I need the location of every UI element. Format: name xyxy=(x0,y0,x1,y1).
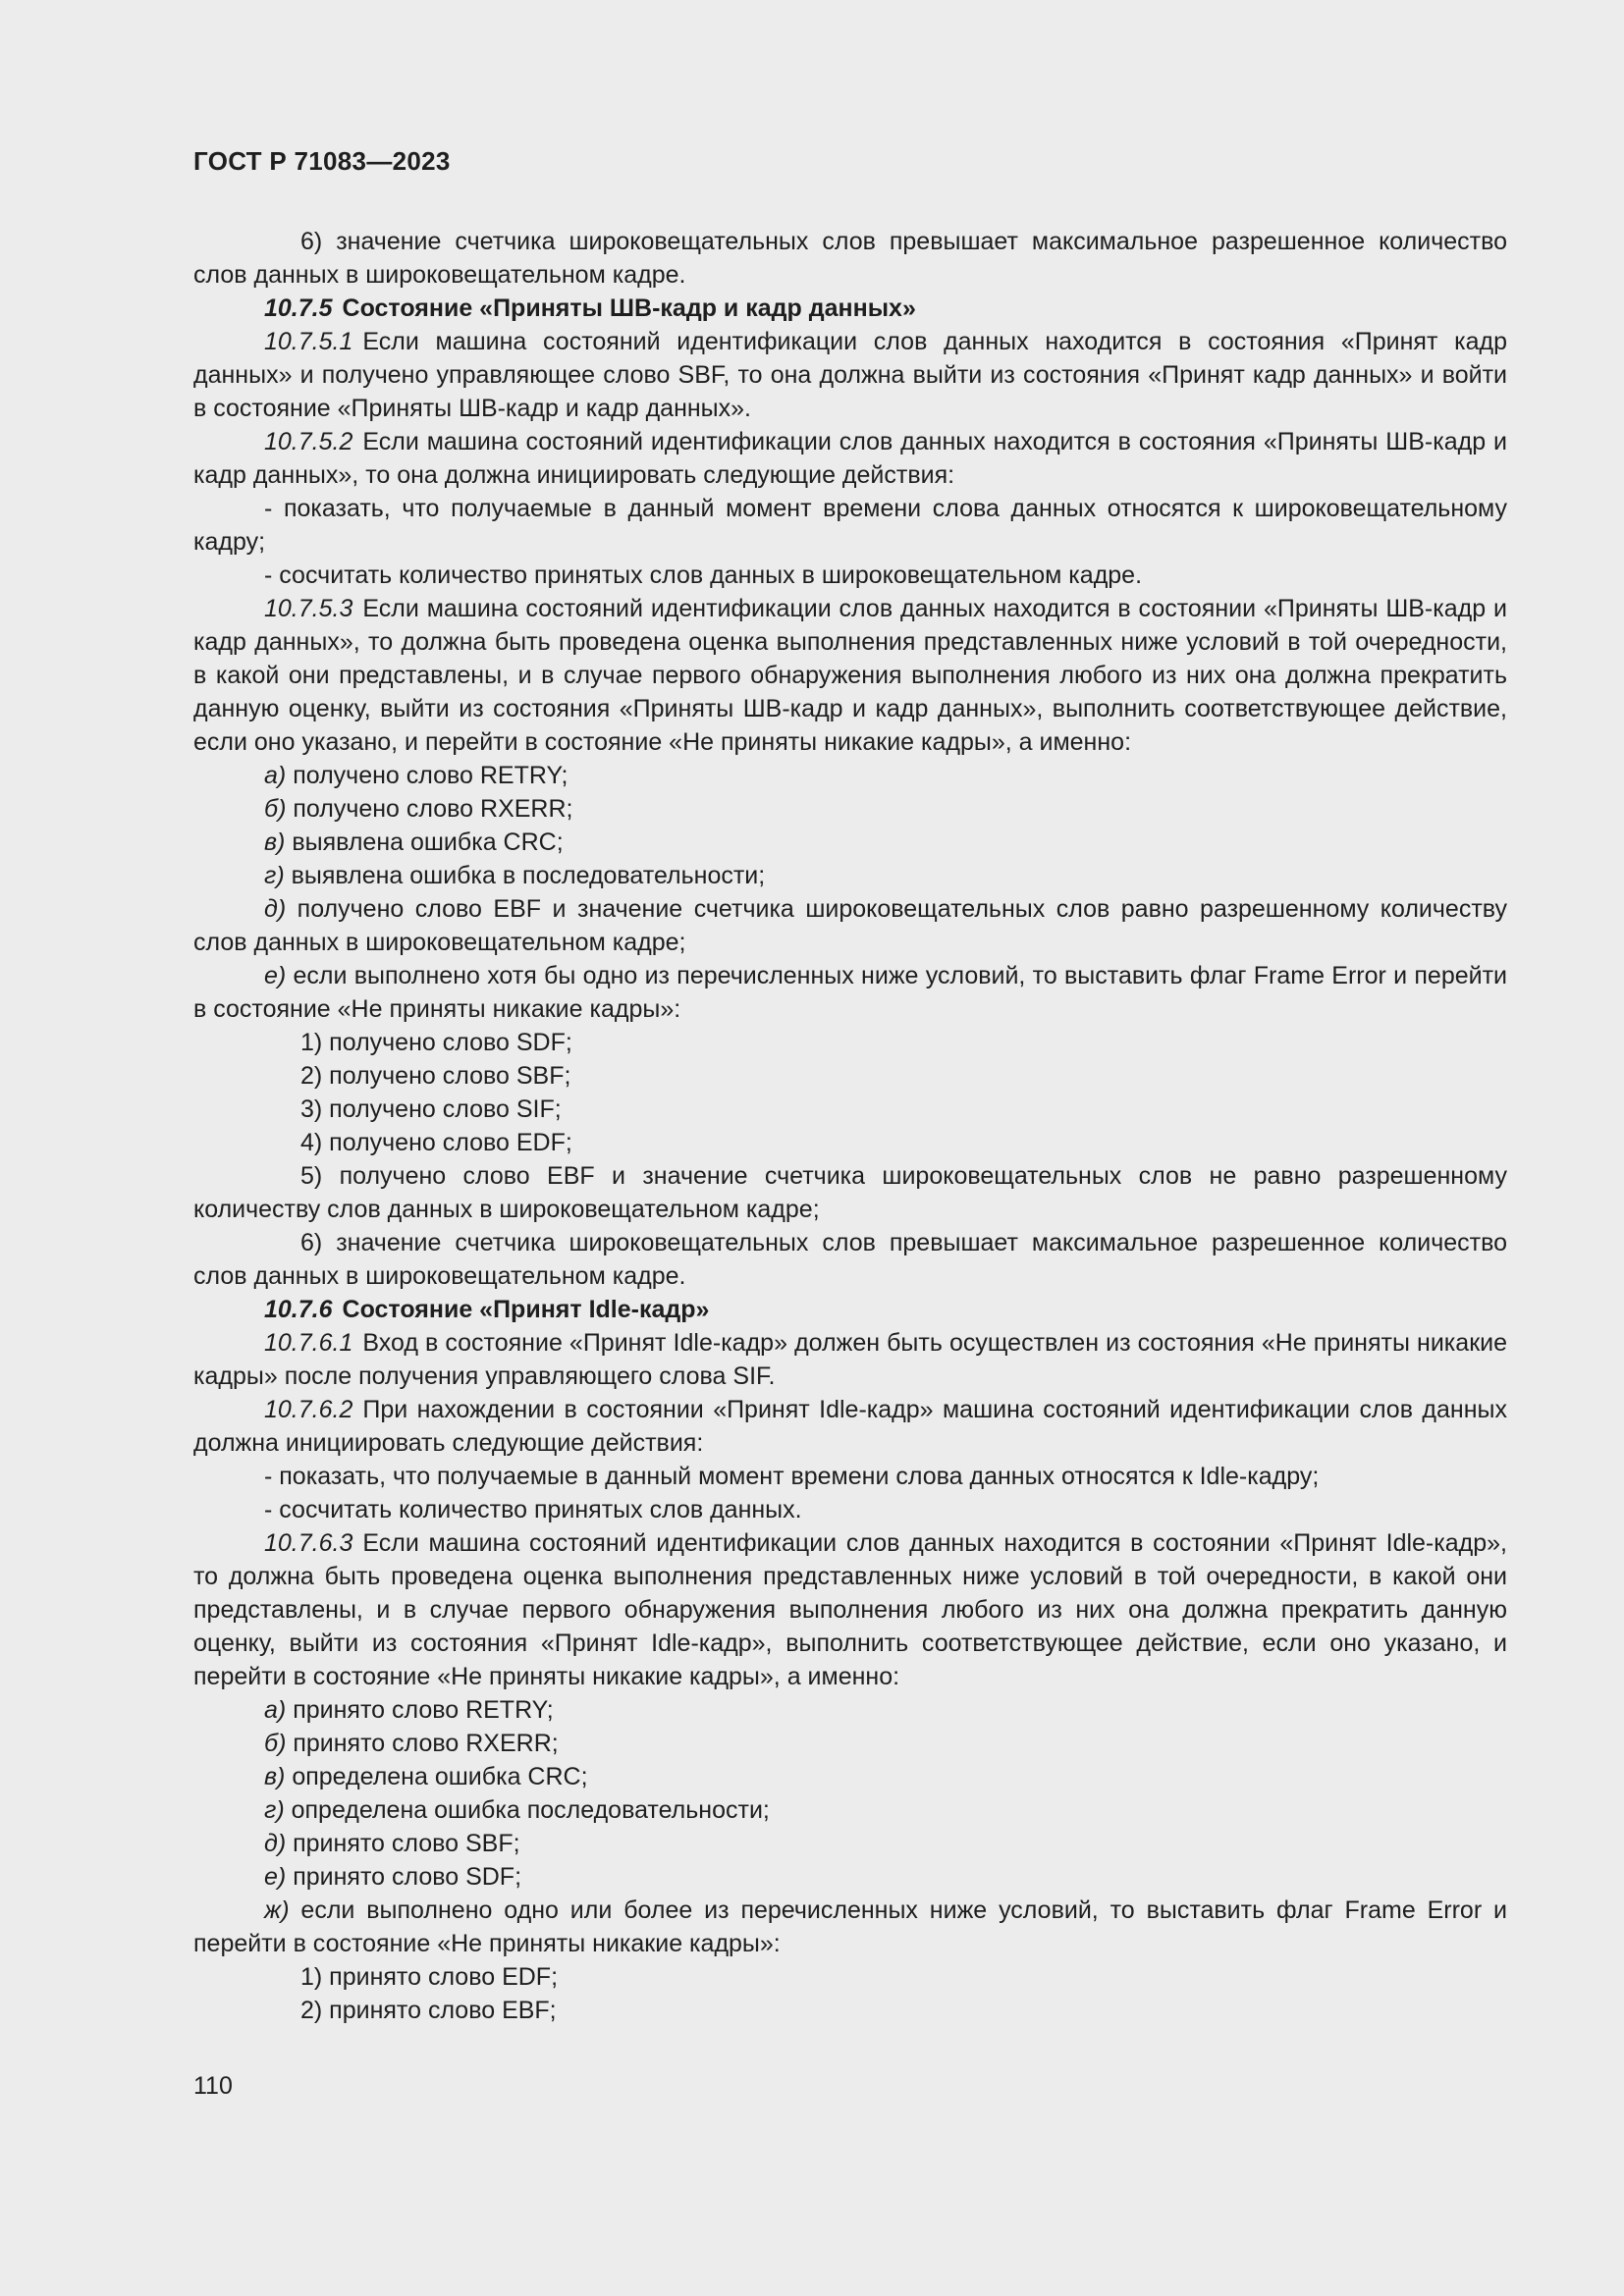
clause-text: При нахождении в состоянии «Принят Idle-кадр» машина состояний идентификации слов данных должна инициировать следующие действия: xyxy=(193,1396,1507,1457)
list-item xyxy=(193,826,1507,859)
list-item xyxy=(193,959,1507,1026)
dash-item: - сосчитать количество принятых слов данных в широковещательном кадре. xyxy=(264,561,1143,589)
list-marker: б) xyxy=(264,1730,287,1757)
numbered-item: 2) принято слово EBF; xyxy=(300,1997,557,2024)
clause-10-7-5-3 xyxy=(193,592,1507,759)
list-marker: е) xyxy=(264,1863,287,1891)
section-heading-10-7-5 xyxy=(193,292,1507,325)
list-text: получено слово RXERR; xyxy=(293,795,573,823)
clause-text: Если машина состояний идентификации слов данных находится в состояния «Принят кадр данных» и получено управляющее слово SBF, то она должна выйти из состояния «Принят кадр данных» и войти в состояние «Приняты ШВ-кадр и кадр данных». xyxy=(193,328,1507,422)
list-text: определена ошибка последовательности; xyxy=(291,1796,770,1824)
list-item xyxy=(193,1727,1507,1760)
clause-10-7-6-1 xyxy=(193,1326,1507,1393)
numbered-item: 4) получено слово EDF; xyxy=(300,1129,572,1156)
document-header: ГОСТ Р 71083—2023 xyxy=(193,146,451,176)
list-marker: а) xyxy=(264,1696,287,1724)
document-body xyxy=(193,225,1507,2027)
numbered-item: 1) принято слово EDF; xyxy=(300,1963,559,1991)
list-item xyxy=(193,1760,1507,1793)
section-number: 10.7.5 xyxy=(264,294,333,322)
list-text: получено слово RETRY; xyxy=(293,762,568,789)
list-text: принято слово SDF; xyxy=(293,1863,522,1891)
list-marker: в) xyxy=(264,1763,286,1790)
clause-number: 10.7.6.3 xyxy=(264,1529,353,1557)
clause-number: 10.7.6.1 xyxy=(264,1329,353,1357)
paragraph: 6) значение счетчика широковещательных слов превышает максимальное разрешенное количество слов данных в широковещательном кадре. xyxy=(193,228,1507,289)
list-item xyxy=(193,892,1507,959)
list-item xyxy=(193,759,1507,792)
clause-text: Если машина состояний идентификации слов данных находится в состояния «Приняты ШВ-кадр и кадр данных», то она должна инициировать следующие действия: xyxy=(193,428,1507,489)
list-text: выявлена ошибка CRC; xyxy=(292,828,564,856)
list-marker: а) xyxy=(264,762,287,789)
list-marker: г) xyxy=(264,862,285,889)
clause-number: 10.7.5.3 xyxy=(264,595,353,622)
page-number: 110 xyxy=(193,2072,233,2100)
list-text: получено слово EBF и значение счетчика широковещательных слов равно разрешенному количеству слов данных в широковещательном кадре; xyxy=(193,895,1508,956)
section-title: Состояние «Принят Idle-кадр» xyxy=(342,1296,710,1323)
dash-item: - показать, что получаемые в данный момент времени слова данных относятся к Idle-кадру; xyxy=(264,1463,1320,1490)
list-item xyxy=(193,1693,1507,1727)
list-item xyxy=(193,1894,1507,1960)
list-text: если выполнено одно или более из перечисленных ниже условий, то выставить флаг Frame Error и перейти в состояние «Не приняты никакие кадры»: xyxy=(193,1896,1507,1957)
clause-number: 10.7.5.2 xyxy=(264,428,353,455)
clause-10-7-6-3 xyxy=(193,1526,1507,1693)
list-item xyxy=(193,1793,1507,1827)
numbered-item: 2) получено слово SBF; xyxy=(300,1062,571,1090)
list-marker: д) xyxy=(264,1830,287,1857)
list-text: если выполнено хотя бы одно из перечисленных ниже условий, то выставить флаг Frame Error и перейти в состояние «Не приняты никакие кадры»: xyxy=(193,962,1508,1023)
numbered-item: 3) получено слово SIF; xyxy=(300,1095,562,1123)
clause-10-7-5-1 xyxy=(193,325,1507,425)
list-text: принято слово RETRY; xyxy=(293,1696,554,1724)
list-marker: б) xyxy=(264,795,287,823)
clause-text: Если машина состояний идентификации слов данных находится в состоянии «Приняты ШВ-кадр и кадр данных», то должна быть проведена оценка выполнения представленных ниже условий в той очередности, в какой они представлены, и в случае первого обнаружения выполнения любого из них она должна прекратить данную оценку, выйти из состояния «Приняты ШВ-кадр и кадр данных», выполнить соответствующее действие, если оно указано, и перейти в состояние «Не приняты никакие кадры», а именно: xyxy=(193,595,1507,756)
list-marker: в) xyxy=(264,828,286,856)
numbered-item: 5) получено слово EBF и значение счетчика широковещательных слов не равно разрешенному количеству слов данных в широковещательном кадре; xyxy=(193,1162,1507,1223)
dash-item: - показать, что получаемые в данный момент времени слова данных относятся к широковещательному кадру; xyxy=(193,495,1507,556)
list-marker: д) xyxy=(264,895,287,923)
numbered-item: 6) значение счетчика широковещательных слов превышает максимальное разрешенное количество слов данных в широковещательном кадре. xyxy=(193,1229,1507,1290)
list-marker: г) xyxy=(264,1796,285,1824)
list-text: принято слово RXERR; xyxy=(293,1730,559,1757)
clause-number: 10.7.5.1 xyxy=(264,328,353,355)
list-text: принято слово SBF; xyxy=(293,1830,520,1857)
clause-number: 10.7.6.2 xyxy=(264,1396,353,1423)
list-text: выявлена ошибка в последовательности; xyxy=(291,862,766,889)
numbered-item: 1) получено слово SDF; xyxy=(300,1029,572,1056)
list-marker: е) xyxy=(264,962,287,989)
section-number: 10.7.6 xyxy=(264,1296,333,1323)
list-text: определена ошибка CRC; xyxy=(292,1763,588,1790)
dash-item: - сосчитать количество принятых слов данных. xyxy=(264,1496,802,1523)
list-item xyxy=(193,1827,1507,1860)
list-item xyxy=(193,792,1507,826)
list-item xyxy=(193,1860,1507,1894)
clause-10-7-5-2 xyxy=(193,425,1507,492)
section-heading-10-7-6 xyxy=(193,1293,1507,1326)
clause-10-7-6-2 xyxy=(193,1393,1507,1460)
list-item xyxy=(193,859,1507,892)
clause-text: Вход в состояние «Принят Idle-кадр» должен быть осуществлен из состояния «Не приняты никакие кадры» после получения управляющего слова SIF. xyxy=(193,1329,1507,1390)
section-title: Состояние «Приняты ШВ-кадр и кадр данных» xyxy=(342,294,916,322)
list-marker: ж) xyxy=(264,1896,290,1924)
clause-text: Если машина состояний идентификации слов данных находится в состоянии «Принят Idle-кадр», то должна быть проведена оценка выполнения представленных ниже условий в той очередности, в какой они представлены, и в случае первого обнаружения выполнения любого из них она должна прекратить данную оценку, выйти из состояния «Принят Idle-кадр», выполнить соответствующее действие, если оно указано, и перейти в состояние «Не приняты никакие кадры», а именно: xyxy=(193,1529,1507,1690)
